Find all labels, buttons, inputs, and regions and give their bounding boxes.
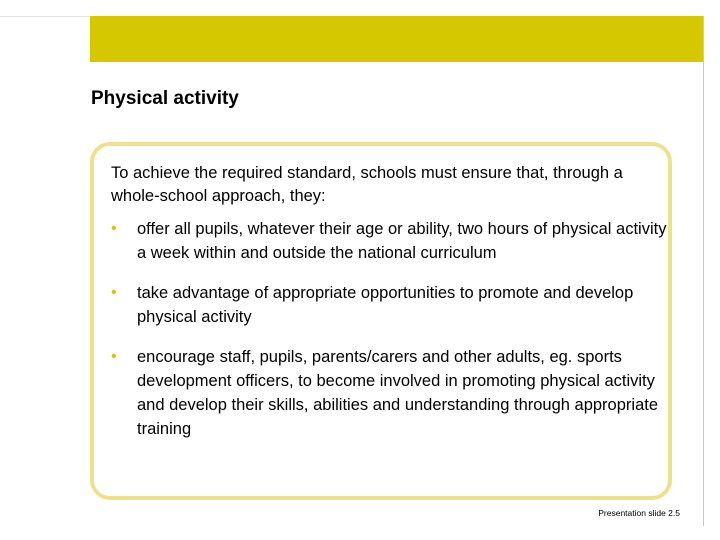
list-item [111, 345, 671, 441]
bullet-icon: • [111, 348, 117, 365]
slide-title: Physical activity [91, 88, 239, 109]
bullet-text: take advantage of appropriate opportunities to promote and develop physical activity [137, 284, 634, 326]
header-color-band [90, 16, 704, 62]
bullet-list [111, 217, 671, 457]
top-divider-line [0, 16, 90, 17]
bullet-icon: • [111, 284, 117, 301]
intro-text: To achieve the required standard, schools must ensure that, through a whole-school approach, they: [111, 164, 623, 205]
bullet-icon: • [111, 220, 117, 237]
list-item [111, 217, 671, 265]
bullet-text: encourage staff, pupils, parents/carers and other adults, eg. sports development officers, to become involved in promoting physical activity and develop their skills, abilities and understanding through appropriate training [137, 348, 659, 438]
slide-number-label: Presentation slide 2.5 [598, 508, 680, 518]
bullet-text: offer all pupils, whatever their age or ability, two hours of physical activity a week within and outside the national curriculum [137, 220, 667, 262]
list-item [111, 281, 671, 329]
right-divider-line [703, 16, 704, 526]
